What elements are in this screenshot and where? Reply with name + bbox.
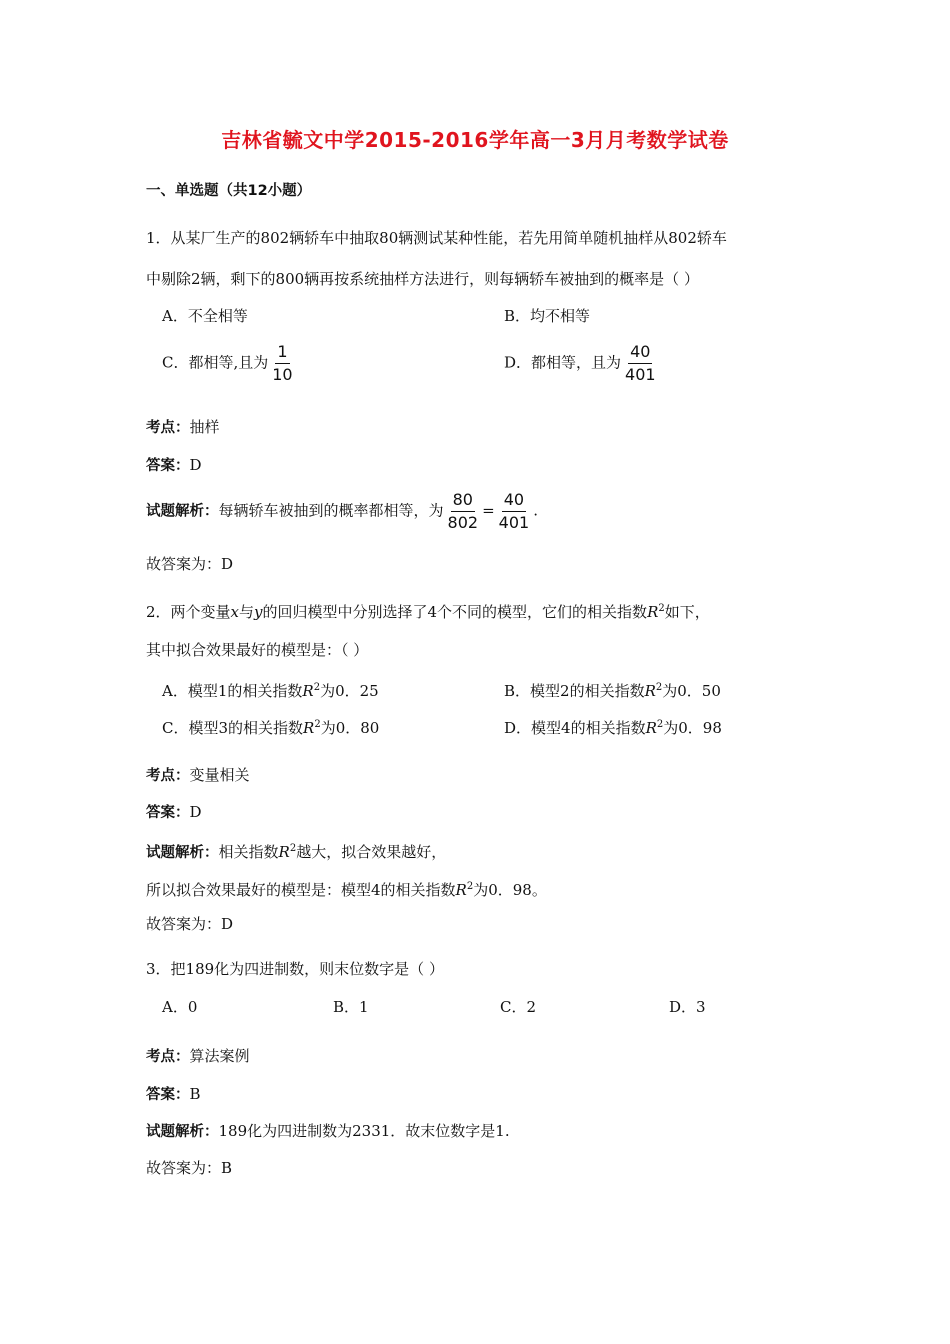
q3-option-b: B．1 [333,998,369,1016]
analysis-label: 试题解析： [146,845,219,861]
superscript: 2 [289,843,297,854]
q1-option-d-fraction [623,342,658,385]
fraction-denominator: 401 [625,365,656,384]
q2-stem-part: 2．两个变量 [146,603,231,621]
equals-sign: = [482,501,495,520]
q2-option-b [504,677,721,702]
variable-x: x [230,603,240,621]
variable-r: R [455,881,467,899]
q3-option-a: A．0 [162,998,198,1016]
option-value: 为0．80 [320,719,380,737]
analysis-text: 相关指数 [218,843,279,861]
q3-option-d: D．3 [669,998,706,1016]
q1-kaodian [146,416,220,439]
q3-final-answer: 故答案为：B [146,1159,233,1177]
q1-stem-line2: 中剔除2辆，剩下的800辆再按系统抽样方法进行，则每辆轿车被抽到的概率是（ ） [146,270,699,288]
superscript: 2 [655,682,663,693]
superscript: 2 [466,881,474,892]
superscript: 2 [314,719,321,730]
option-value: 为0．25 [320,682,379,700]
q1-option-c-text: C．都相等,且为 [162,353,269,372]
variable-y: y [254,603,263,621]
q2-final-answer: 故答案为：D [146,915,234,933]
variable-r: R [302,682,314,700]
analysis-label: 试题解析： [146,1124,219,1140]
fraction-numerator: 80 [451,490,475,512]
kaodian-value: 算法案例 [189,1047,250,1065]
analysis-text: 为0．98。 [473,881,547,899]
q2-analysis-line2 [146,876,547,901]
q2-stem-part: 的回归模型中分别选择了4个不同的模型，它们的相关指数 [262,603,648,621]
period: . [533,501,538,520]
variable-r: R [645,719,657,737]
variable-r: R [647,603,659,621]
variable-r: R [644,682,656,700]
analysis-fraction-1 [446,490,481,533]
analysis-fraction-2 [497,490,532,533]
option-text: C．模型3的相关指数 [162,719,304,737]
answer-value: B [189,1085,201,1103]
answer-label: 答案： [146,805,190,821]
fraction-numerator: 40 [502,490,526,512]
q2-stem-part: 与 [239,603,255,621]
q2-kaodian [146,764,250,787]
analysis-text: 越大，拟合效果越好， [296,843,447,861]
q2-answer [146,801,202,824]
q1-option-b: B．均不相等 [504,307,591,325]
q1-option-d [504,342,660,385]
option-text: A．模型1的相关指数 [162,682,303,700]
option-value: 为0．50 [662,682,721,700]
option-text: B．模型2的相关指数 [504,682,645,700]
q1-option-c [162,342,297,385]
variable-r: R [278,843,290,861]
q2-stem-line1 [146,598,710,623]
q1-option-c-fraction [270,342,294,385]
variable-r: R [303,719,315,737]
q1-final-answer: 故答案为：D [146,555,234,573]
q2-option-d [504,714,722,739]
q2-option-c [162,714,379,739]
fraction-denominator: 802 [447,513,479,532]
analysis-text: 所以拟合效果最好的模型是：模型4的相关指数 [146,881,456,899]
superscript: 2 [313,682,321,693]
fraction-denominator: 401 [498,513,530,532]
analysis-text: 189化为四进制数为2331．故末位数字是1. [218,1122,510,1140]
answer-value: D [189,803,202,821]
q1-stem-line1: 1．从某厂生产的802辆轿车中抽取80辆测试某种性能，若先用简单随机抽样从802轿车 [146,229,727,247]
answer-label: 答案： [146,458,190,474]
answer-label: 答案： [146,1087,190,1103]
superscript: 2 [658,603,665,614]
q3-stem: 3．把189化为四进制数，则末位数字是（ ） [146,960,444,978]
q1-option-d-text: D．都相等，且为 [504,353,622,372]
fraction-numerator: 1 [275,342,289,364]
option-text: D．模型4的相关指数 [504,719,646,737]
q3-answer [146,1083,201,1106]
option-value: 为0．98 [663,719,722,737]
superscript: 2 [656,719,664,730]
kaodian-label: 考点： [146,1049,190,1065]
q3-kaodian [146,1045,250,1068]
q1-analysis [146,490,538,533]
analysis-label: 试题解析： [146,503,219,520]
kaodian-value: 变量相关 [189,766,250,784]
q3-analysis [146,1120,510,1143]
q2-analysis [146,838,446,864]
section-heading: 一、单选题（共12小题） [146,183,312,199]
fraction-denominator: 10 [272,365,293,384]
q2-stem-line2: 其中拟合效果最好的模型是：（ ） [146,641,369,659]
q2-stem-part: 如下， [664,603,710,621]
q1-answer [146,454,202,477]
analysis-text: 每辆轿车被抽到的概率都相等，为 [218,501,444,520]
q1-option-a: A．不全相等 [162,307,248,325]
fraction-numerator: 40 [628,342,652,364]
kaodian-label: 考点： [146,420,190,436]
kaodian-label: 考点： [146,768,190,784]
q3-option-c: C．2 [500,998,537,1016]
kaodian-value: 抽样 [189,418,220,436]
q2-option-a [162,677,379,702]
answer-value: D [189,456,202,474]
page-title: 吉林省毓文中学2015-2016学年高一3月月考数学试卷 [221,128,729,152]
